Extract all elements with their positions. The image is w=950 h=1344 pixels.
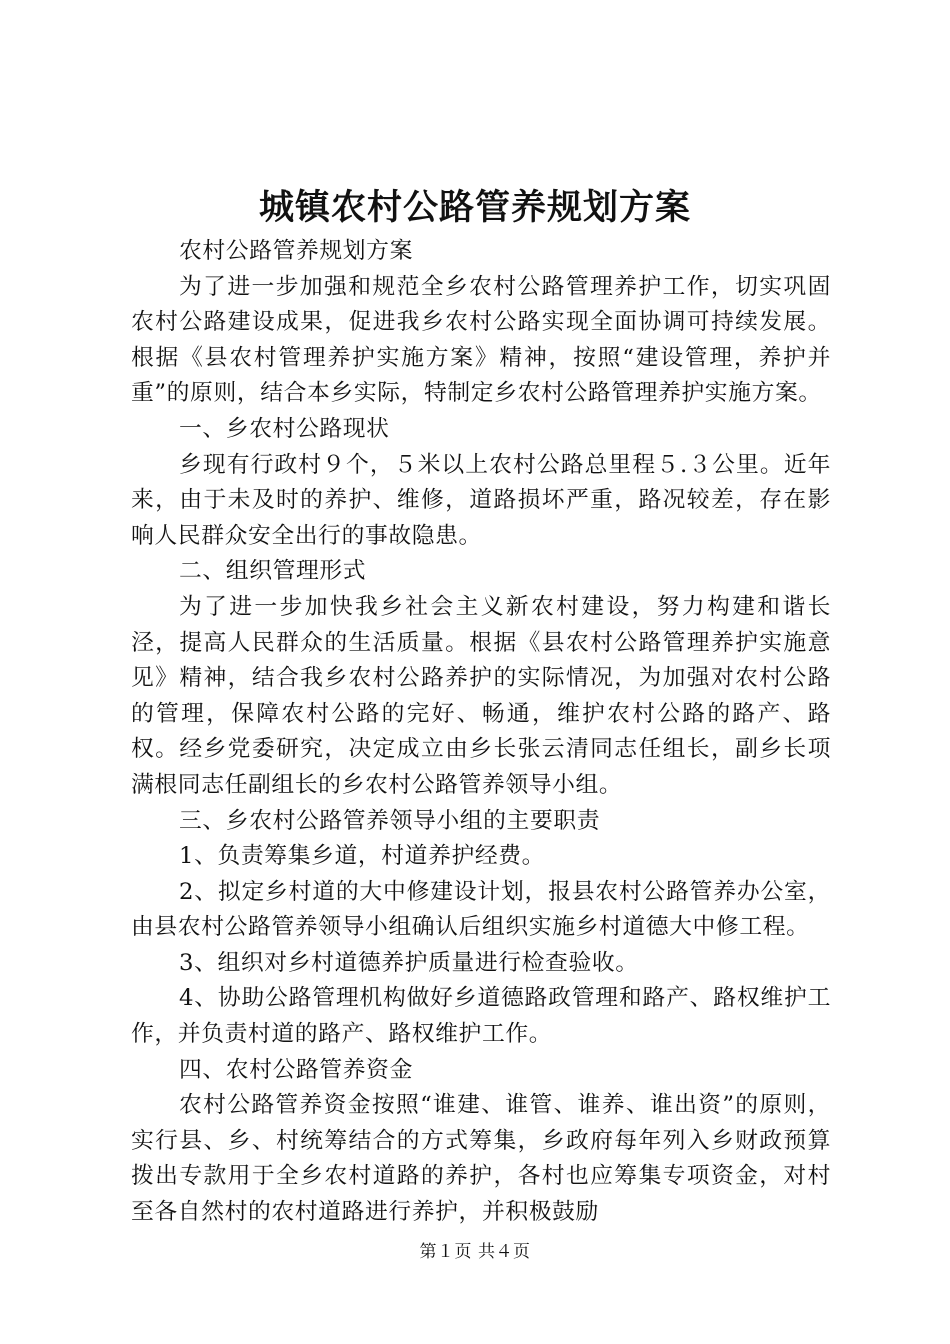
paragraph-status: 乡现有行政村９个，５米以上农村公路总里程５.３公里。近年来，由于未及时的养护、维修，道路损坏严重，路况较差，存在影响人民群众安全出行的事故隐患。 — [131, 451, 831, 549]
paragraph-funding: 农村公路管养资金按照“谁建、谁管、谁养、谁出资”的原则，实行县、乡、村统筹结合的方式筹集，乡政府每年列入乡财政预算拨出专款用于全乡农村道路的养护，各村也应筹集专项资金，对村至各自然村的农村道路进行养护，并积极鼓励 — [131, 1092, 831, 1226]
duty-item-1: 1、负责筹集乡道，村道养护经费。 — [179, 843, 546, 870]
page-footer: 第１页 共４页 — [419, 1242, 531, 1262]
section-heading-3: 三、乡农村公路管养领导小组的主要职责 — [179, 807, 601, 834]
paragraph-subtitle: 农村公路管养规划方案 — [179, 238, 413, 264]
section-heading-4: 四、农村公路管养资金 — [179, 1056, 413, 1083]
paragraph-organization: 为了进一步加快我乡社会主义新农村建设，努力构建和谐长泾，提高人民群众的生活质量。根据《县农村公路管理养护实施意见》精神，结合我乡农村公路养护的实际情况，为加强对农村公路的管理，保障农村公路的完好、畅通，维护农村公路的路产、路权。经乡党委研究，决定成立由乡长张云清同志任组长，副乡长项满根同志任副组长的乡农村公路管养领导小组。 — [131, 593, 831, 798]
section-heading-2: 二、组织管理形式 — [179, 558, 367, 585]
duty-item-4: 4、协助公路管理机构做好乡道德路政管理和路产、路权维护工作，并负责村道的路产、路权维护工作。 — [131, 985, 831, 1048]
paragraph-intro: 为了进一步加强和规范全乡农村公路管理养护工作，切实巩固农村公路建设成果，促进我乡农村公路实现全面协调可持续发展。根据《县农村管理养护实施方案》精神，按照“建设管理，养护并重”的原则，结合本乡实际，特制定乡农村公路管理养护实施方案。 — [131, 273, 831, 407]
document-body — [131, 234, 831, 1231]
duty-item-3: 3、组织对乡村道德养护质量进行检查验收。 — [179, 949, 639, 976]
section-heading-1: 一、乡农村公路现状 — [179, 415, 390, 442]
duty-item-2: 2、拟定乡村道的大中修建设计划，报县农村公路管养办公室，由县农村公路管养领导小组确认后组织实施乡村道德大中修工程。 — [131, 878, 831, 941]
document-title: 城镇农村公路管养规划方案 — [258, 188, 691, 228]
